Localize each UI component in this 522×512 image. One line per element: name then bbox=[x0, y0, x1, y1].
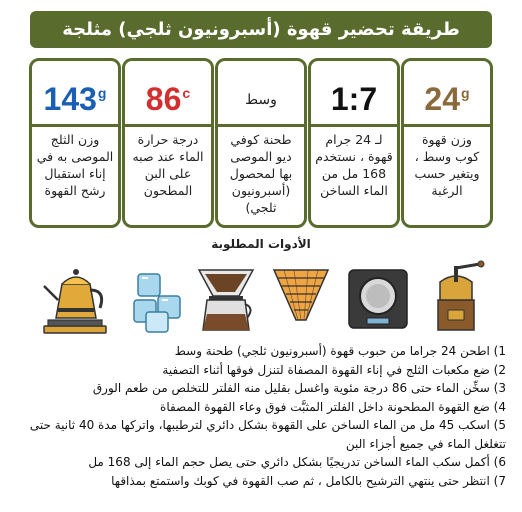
card-divider bbox=[32, 124, 118, 127]
paper-filter-icon bbox=[268, 260, 334, 335]
step-item: 6) أكمل سكب الماء الساخن تدريجيًا بشكل دائري حتى يصل حجم الماء إلى 168 مل bbox=[88, 455, 506, 469]
step-item: 5) اسكب 45 مل من الماء الساخن على القهوة بشكل دائري لترطيبها، واتركها مدة 40 ثانية حتى تتغلغل الماء في جميع أجزاء البن bbox=[29, 418, 506, 451]
ice-cubes-icon bbox=[128, 260, 186, 335]
card-value: وسط bbox=[245, 91, 277, 107]
grinder-icon bbox=[424, 260, 490, 335]
dripper-icon bbox=[195, 260, 257, 335]
tools-title: الأدوات المطلوبة bbox=[211, 237, 311, 251]
card-divider bbox=[218, 124, 304, 127]
card-description: لـ 24 جرام قهوة ، نستخدم 168 مل من الماء الساخن bbox=[315, 132, 393, 198]
card-coffee-weight bbox=[401, 58, 493, 228]
step-item: 7) انتظر حتى ينتهي الترشيح بالكامل ، ثم صب القهوة في كوبك واستمتع بمذاقها bbox=[111, 473, 506, 488]
card-water-temp bbox=[122, 58, 214, 228]
step-item: 4) ضع القهوة المطحونة داخل الفلتر المثبَّت فوق وعاء القهوة المصفاة bbox=[160, 399, 506, 414]
scale-icon bbox=[345, 260, 411, 335]
card-divider bbox=[311, 124, 397, 127]
card-value: 24$^g$ bbox=[424, 81, 470, 117]
page-title: طريقة تحضير قهوة (أسبرونيون ثلجي) مثلجة bbox=[62, 19, 460, 40]
card-value: 86$^c$ bbox=[145, 81, 191, 117]
card-description: درجة حرارة الماء عند صبه على البن المطحون bbox=[132, 132, 204, 198]
card-divider bbox=[404, 124, 490, 127]
step-item: 1) اطحن 24 جراما من حبوب قهوة (أسبرونيون ثلجي) طحنة وسط bbox=[174, 344, 506, 358]
card-divider bbox=[125, 124, 211, 127]
kettle-icon bbox=[40, 260, 110, 335]
card-grind-size bbox=[215, 58, 307, 228]
step-item: 2) ضع مكعبات الثلج في إناء القهوة المصفاة لتنزل فوقها أثناء التصفية bbox=[162, 362, 506, 377]
card-description: وزن قهوة كوب وسط ، ويتغير حسب الرغبة bbox=[414, 132, 480, 198]
card-value: 1:7 bbox=[330, 81, 378, 117]
card-description: وزن الثلج الموصى به في إناء استقبال رشح القهوة bbox=[36, 132, 114, 198]
title-bar bbox=[30, 11, 492, 48]
card-value: 143$^g$ bbox=[43, 81, 107, 117]
step-item: 3) سخِّن الماء حتى 86 درجة مئوية واغسل بقليل منه الفلتر للتخلص من طعم الورق bbox=[92, 381, 506, 395]
card-description: طحنة كوفي ديو الموصى بها لمحصول (أسبرونيون ثلجي) bbox=[229, 132, 293, 215]
card-ice-weight bbox=[29, 58, 121, 228]
steps-list bbox=[8, 342, 506, 490]
card-ratio bbox=[308, 58, 400, 228]
